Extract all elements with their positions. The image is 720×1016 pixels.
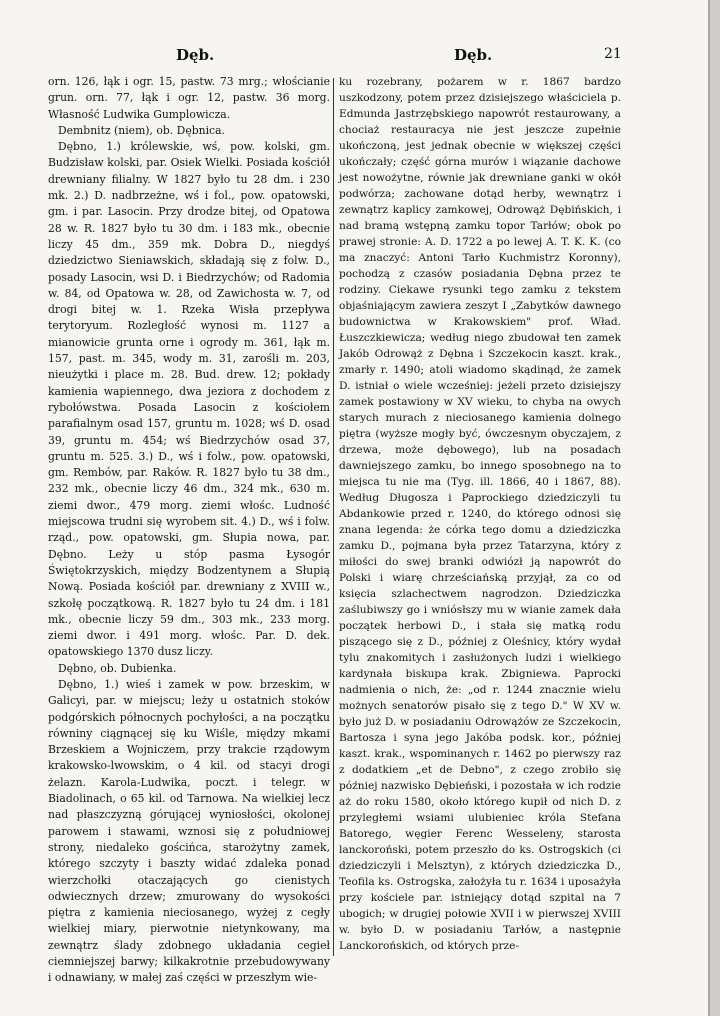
column-divider — [333, 78, 334, 956]
entry-paragraph: ku rozebrany, pożarem w r. 1867 bardzo uszkodzony, potem przez dzisiejszego właściciela p. Edmunda Jastrzębskiego napowrót restaurowany, a chociaż restauracya nie jest jeszcze zupełnie ukończoną, jest jednak obecnie w większej części ukończały; część górna murów i wiązanie dachowe jest nowożytne, równie jak drewniane ganki w okół podwórza; zachowane dotąd herby, wewnątrz i zewnątrz kaplicy zamkowej, Odrowąż Dębińskich, i nad bramą wstępną zamku topor Tarłów; obok po prawej stronie: A. D. 1722 a po lewej A. T. K. K. (co ma znaczyć: Antoni Tarło Kuchmistrz Koronny), pochodzą z czasów posiadania Dębna przez te rodziny. Ciekawe rysunki tego zamku z tekstem objaśniającym zawiera zeszyt I „Zabytków dawnego budownictwa w Krakowskiem" prof. Wład. Łuszczkiewicza; według niego zbudował ten zamek Jakób Odrowąż z Dębna i Szczekocin kaszt. krak., zmarły r. 1490; atoli wiadomo skądinąd, że zamek D. istniał o wiele wcześniej: jeżeli przeto dzisiejszy zamek postawiony w XV wieku, to chyba na owych starych murach z nieciosanego kamienia dolnego piętra (wyższe mogły być, ówczesnym obyczajem, z drzewa, może dębowego), lub na posadach dawniejszego zamku, bo innego sposobnego na to miejsca tu nie ma (Tyg. ill. 1866, 40 i 1867, 88). Według Długosza i Paprockiego dziedziczyli tu Abdankowie przed r. 1240, do którego odnosi się znana legenda: że córka tego domu a dziedziczka zamku D., pojmana była przez Tatarzyna, który z miłości do swej branki odwiózł ją napowrót do Polski i wiarę chrześciańską przyjął, za co od księcia szlachectwem nagrodzon. Dziedziczka zaślubiwszy go i wniósłszy mu w wianie zamek dała początek herbowi D., i stała się matką rodu piszącego się z D., później z Oleśnicy, który wydał tylu znakomitych i zasłużonych ludzi i wielkiego kardynała biskupa krak. Zbigniewa. Paprocki nadmienia o nich, że: „od r. 1244 znacznie wielu możnych senatorów pisało się z tego D." W XV w. było już D. w posiadaniu Odrowążów ze Szczekocin, Bartosza i syna jego Jakóba podsk. kor., później kaszt. krak., wspominanych r. 1462 po pierwszy raz z dodatkiem „et de Debno", z czego zrobiło się później nazwisko Dębieński, i pozostała w ich rodzie aż do roku 1580, około którego kupił od nich D. z przyległemi wsiami ulubieniec króla Stefana Batorego, węgier Ferenc Wesseleny, starosta lanckoroński, potem przeszło do ks. Ostrogskich (ci dziedziczyli i Melsztyn), z których dziedziczka D., Teofila ks. Ostrogska, założyła tu r. 1634 i uposażyła przy kościele par. istniejący dotąd szpital na 7 ubogich; w drugiej połowie XVII i w pierwszej XVIII w. było D. w posiadaniu Tarłów, a następnie Lanckorońskich, od których prze- — [339, 76, 621, 952]
entry-paragraph: Dembnitz (niem), ob. Dębnica. — [58, 123, 225, 137]
running-head-center: Dęb. — [454, 46, 493, 64]
scan-edge — [708, 0, 720, 1016]
entry-paragraph: Dębno, 1.) królewskie, wś, pow. kolski, gm. Budzisław kolski, par. Osiek Wielki. Posiada kościół drewniany filialny. W 1827 było tu 28 dm. i 230 mk. 2.) D. nadbrzeżne, wś i fol., pow. opatowski, gm. i par. Lasocin. Przy drodze bitej, od Opatowa 28 w. R. 1827 było tu 30 dm. i 183 mk., obecnie liczy 45 dm., 359 mk. Dobra D., niegdyś dziedzictwo Sieniawskich, składają się z folw. D., posady Lasocin, wsi D. i Biedrzychów; od Radomia w. 84, od Opatowa w. 28, od Zawichosta w. 7, od drogi bitej w. 1. Rzeka Wisła przepływa terytoryum. Rozległość wynosi m. 1127 a mianowicie grunta orne i ogrody m. 361, łąk m. 157, past. m. 345, wody m. 31, zarośli m. 203, nieużytki i place m. 28. Bud. drew. 12; pokłady kamienia wapiennego, dwa jeziora z dochodem z rybołówstwa. Posada Lasocin z kościołem parafialnym osad 157, gruntu m. 1028; wś D. osad 39, gruntu m. 454; wś Biedrzychów osad 37, gruntu m. 525. 3.) D., wś i folw., pow. opatowski, gm. Rembów, par. Raków. R. 1827 było tu 38 dm., 232 mk., obecnie liczy 46 dm., 324 mk., 630 m. ziemi dwor., 479 morg. ziemi włośc. Ludność miejscowa trudni się wyrobem sit. 4.) D., wś i folw. rząd., pow. opatowski, gm. Słupia nowa, par. Dębno. Leży u stóp pasma Łysogór Świętokrzyskich, między Bodzentynem a Słupią Nową. Posiada kościół par. drewniany z XVIII w., szkołę początkową. R. 1827 było tu 24 dm. i 181 mk., obecnie liczy 59 dm., 303 mk., 233 morg. ziemi dwor. i 491 morg. włośc. Par. D. dek. opatowskiego 1370 dusz liczy. — [48, 140, 330, 659]
right-column — [339, 74, 621, 954]
entry-paragraph: Dębno, 1.) wieś i zamek w pow. brzeskim, w Galicyi, par. w miejscu; leży u ostatnich stoków podgórskich północnych pochyłości, a na początku równiny ciągnącej się ku Wiśle, między mkami Brzeskiem a Wojniczem, przy trakcie rządowym krakowsko-lwowskim, o 4 kil. od stacyi drogi żelazn. Karola-Ludwika, poczt. i telegr. w Biadolinach, o 65 kil. od Tarnowa. Na wielkiej lecz nad płaszczyzną górującej wyniosłości, okolonej parowem i stawami, wznosi się z południowej strony, niedaleko gościńca, starożytny zamek, którego szczyty i baszty widać zdaleka ponad wierzchołki otaczających go cienistych odwiecznych drzew; zmurowany do wysokości piętra z kamienia nieciosanego, wyżej z cegły wielkiej miary, pierwotnie nietynkowany, ma zewnątrz ślady zdobnego układania cegieł ciemniejszej barwy; kilkakrotnie przebudowywany i odnawiany, w małej zaś części w przeszłym wie- — [48, 677, 330, 985]
entry-paragraph: Dębno, ob. Dubienka. — [58, 661, 177, 675]
page-number: 21 — [604, 46, 622, 62]
left-column — [48, 74, 330, 987]
entry-paragraph: orn. 126, łąk i ogr. 15, pastw. 73 mrg.; włościanie grun. orn. 77, łąk i ogr. 12, pastw. 36 morg. Własność Ludwika Gumplowicza. — [48, 75, 330, 121]
running-head-left: Dęb. — [176, 46, 215, 64]
